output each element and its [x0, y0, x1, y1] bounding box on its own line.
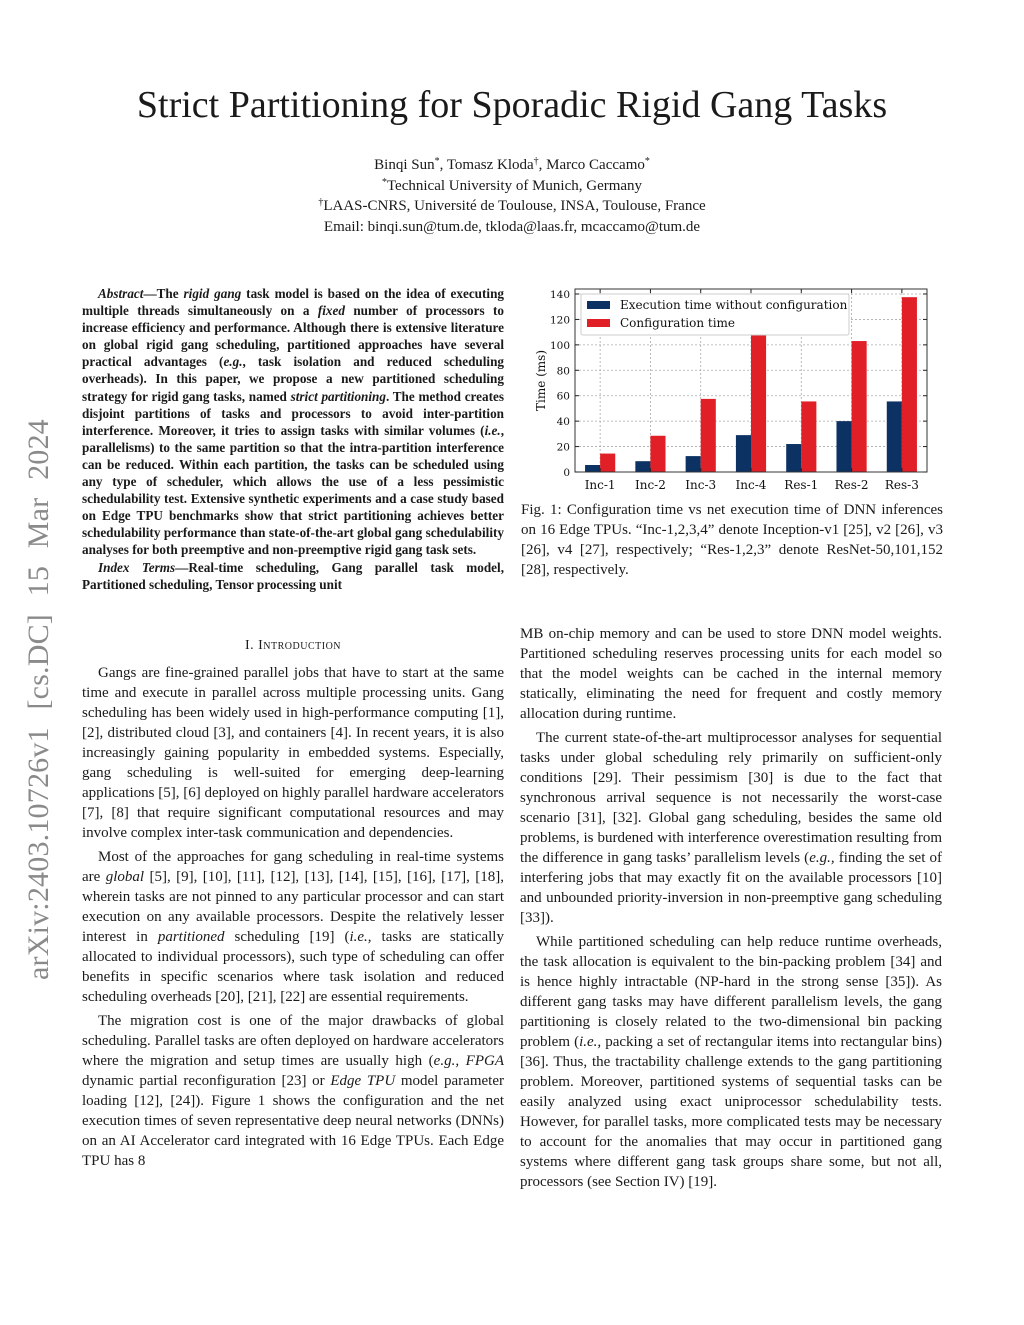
x-tick-label: Inc-3 [685, 478, 717, 492]
author-emails: Email: binqi.sun@tum.de, tkloda@laas.fr, mcaccamo@tum.de [323, 218, 701, 235]
emphasis-text: fixed [317, 303, 345, 319]
bar-execution-time [836, 421, 851, 472]
bar-execution-time [736, 435, 751, 472]
text-run: The current state-of-the-art multiprocessor analyses for sequential tasks under global scheduling rely primarily on sufficient-only conditions [29]. Their pessimism [30] is due to the fact that synchronous arrival sequence is not necessarily the worst-case scenario [31], [32]. Global gang scheduling, besides the same old problems, is burdened with interference overestimation resulting from the difference in gang tasks’ parallelism levels ( [520, 730, 942, 866]
affiliation-mark: † [318, 197, 324, 208]
section-title: Introduction [258, 638, 342, 653]
legend-swatch [587, 301, 610, 309]
text-run: [5], [9], [10], [11], [12], [13], [14], [15], [16], [17], [18], wherein tasks are not pinned to any particular processor and can start execution on any available processors. Despite the relatively lesser interest in [82, 869, 505, 945]
legend-label: Configuration time [620, 316, 736, 330]
author-name: Tomasz Kloda [446, 157, 534, 173]
y-tick-label: 40 [556, 416, 570, 429]
author-name: Marco Caccamo [546, 157, 645, 173]
text-run: finding the set of interfering jobs that may exactly fit on the available processors [10] and unbounded priority-inversion in non-preemptive gang scheduling [33]). [520, 850, 942, 926]
y-tick-label: 20 [556, 441, 570, 454]
emphasis-text: Edge TPU [330, 1073, 396, 1089]
legend-label: Execution time without configuration [620, 298, 848, 312]
text-run: Gangs are fine-grained parallel jobs that have to start at the same time and execute in parallel across multiple processing units. Gang scheduling has been widely used in high-performance computing [1], [2], distributed cloud [3], and containers [4]. In recent years, it is also increasingly gaining popularity in embedded systems. Especially, gang scheduling is well-suited for emerging deep-learning applications [5], [6] deployed on highly parallel hardware accelerators [7], [8] that require significant computational resources and may involve complex inter-task communication and dependencies. [82, 665, 504, 841]
affiliation-text: LAAS-CNRS, Université de Toulouse, INSA, Toulouse, France [323, 198, 706, 214]
body-paragraph [520, 624, 942, 724]
text-run: number of processors to increase efficiency and performance. Although there is extensive literature on global rigid gang scheduling, partitioned approaches have several practical advantages ( [82, 303, 504, 370]
index-terms: Index Terms—Real-time scheduling, Gang parallel task model, Partitioned scheduling, Tensor processing unit [82, 559, 504, 592]
abstract-text [82, 286, 504, 557]
bar-configuration-time [801, 401, 816, 472]
bar-configuration-time [701, 399, 716, 472]
emphasis-text: global [105, 869, 145, 885]
text-run: tasks are statically allocated to individual processors), such type of scheduling can offer benefits in specific scenarios where task isolation and reduced scheduling overheads [20], [21], [22] are essential requirements. [82, 929, 504, 1005]
y-axis-label: Time (ms) [534, 349, 548, 412]
index-terms-text: Real-time scheduling, Gang parallel task model, Partitioned scheduling, Tensor processing unit [82, 559, 504, 592]
affiliation [0, 196, 1024, 217]
y-tick-label: 80 [556, 365, 570, 378]
x-tick-label: Res-1 [784, 478, 819, 492]
bar-execution-time [887, 401, 902, 472]
author-block [0, 155, 1024, 237]
bar-execution-time [635, 461, 650, 472]
paper-title: Strict Partitioning for Sporadic Rigid Gang Tasks [136, 84, 888, 126]
legend-swatch [587, 319, 610, 327]
body-paragraph [520, 728, 942, 928]
abstract [82, 285, 504, 593]
x-tick-label: Inc-1 [584, 478, 616, 492]
body-paragraph [82, 663, 504, 843]
figure-1-bar-chart [525, 280, 935, 495]
emphasis-text: partitioned [157, 929, 225, 945]
text-run: scheduling [19] ( [224, 929, 350, 945]
affiliation-text: Technical University of Munich, Germany [386, 177, 643, 194]
emphasis-text: i.e., [349, 929, 372, 945]
text-run: packing a set of rectangular items into rectangular bins) [36]. Thus, the tractability challenge extends to the gang partitioning problem. Moreover, partitioned systems of sequential tasks can be easily analyzed using exact uniprocessor schedulability tests. However, for parallel tasks, more complicated tests may be necessary to account for the anomalies that may occur in partitioned gang systems where different gang task groups share some, but not all, processors (see Section IV) [19]. [520, 1034, 943, 1190]
text-run: The migration cost is one of the major drawbacks of global scheduling. Parallel tasks are often deployed on hardware accelerators where the migration and setup times are usually high ( [82, 1013, 504, 1069]
emphasis-text: e.g., [809, 850, 835, 866]
index-terms-label: Index Terms [98, 559, 176, 575]
author-mark: * [644, 156, 650, 167]
text-run: While partitioned scheduling can help reduce runtime overheads, the task allocation is equivalent to the bin-packing problem [34] and is hence highly intractable (NP-hard in the strong sense [35]). As different gang tasks may have different parallelism levels, the gang partitioning is closely related to the two-dimensional bin packing problem ( [520, 934, 942, 1050]
text-run: Most of the approaches for gang scheduling in real-time systems are [82, 849, 504, 885]
abstract-label: Abstract [98, 286, 144, 301]
author-names: Binqi Sun*, Tomasz Kloda†, Marco Caccamo* [374, 156, 650, 173]
bar-configuration-time [600, 454, 615, 472]
bar-execution-time [786, 444, 801, 472]
x-tick-label: Res-2 [834, 478, 869, 492]
bar-configuration-time [902, 297, 917, 472]
text-run: , task isolation and reduced scheduling overheads). In this paper, we propose a new partitioned scheduling strategy for rigid gang tasks, named [82, 354, 504, 404]
emphasis-text: i.e. [484, 422, 501, 438]
left-column-body [82, 663, 504, 1175]
text-run: model parameter loading [12], [24]). Figure 1 shows the configuration and the net execution times of seven representative deep neural networks (DNNs) on an AI Accelerator card integrated with 16 Edge TPUs. Each Edge TPU has 8 [82, 1073, 504, 1169]
text-run: . The method creates disjoint partitions of tasks and processors to avoid inter-partition interference. Moreover, it tries to assign tasks with similar volumes ( [82, 388, 504, 438]
body-paragraph [82, 1011, 504, 1171]
text-run: The [156, 286, 184, 301]
text-run: MB on-chip memory and can be used to store DNN model weights. Partitioned scheduling reserves processing units for each model so that the model weights can be cached in the internal memory statically, eliminating the need for frequent and costly memory allocation during runtime. [520, 626, 942, 722]
affiliation [0, 176, 1024, 197]
y-tick-label: 60 [556, 390, 570, 403]
right-column-body [520, 624, 942, 1196]
bar-execution-time [585, 465, 600, 472]
bar-configuration-time [852, 341, 867, 472]
emphasis-text: i.e., [579, 1034, 602, 1050]
bar-execution-time [686, 456, 701, 472]
section-number: I. [244, 638, 255, 653]
emphasis-text: rigid gang [183, 286, 242, 301]
text-run: task model is based on the idea of executing multiple threads simultaneously on a [82, 286, 504, 319]
abstract-body: Abstract—The rigid gang task model is based on the idea of executing multiple threads simultaneously on a fixed number of processors to increase efficiency and performance. Although there is extensive literature on global rigid gang scheduling, partitioned approaches have several practical advantages (e.g., task isolation and reduced scheduling overheads). In this paper, we propose a new partitioned scheduling strategy for rigid gang tasks, named strict partitioning. The method creates disjoint partitions of tasks and processors to avoid inter-partition interference. Moreover, it tries to assign tasks with similar volumes (i.e., parallelisms) to the same partition so that the intra-partition interference can be reduced. Within each partition, the tasks can be scheduled using any type of scheduler, which allows the use of a less pessimistic schedulability test. Extensive synthetic experiments and a case study based on Edge TPU benchmarks show that strict partitioning achieves better schedulability performance than state-of-the-art global gang schedulability analyses for both preemptive and non-preemptive rigid gang task sets. [82, 286, 504, 558]
y-tick-label: 140 [549, 289, 570, 301]
bar-configuration-time [751, 334, 766, 472]
x-tick-label: Res-3 [884, 478, 919, 492]
author-mark: * [434, 156, 440, 167]
author-name: Binqi Sun [374, 157, 435, 173]
body-paragraph [82, 847, 504, 1007]
bar-configuration-time [650, 436, 665, 472]
text-run: , parallelisms) to the same partition so that the intra-partition interference can be reduced. Within each partition, the tasks can be scheduled using any type of scheduler, which allows the use of a less pessimistic schedulability test. Extensive synthetic experiments and a case study based on Edge TPU benchmarks show that strict partitioning achieves better schedulability performance than state-of-the-art global gang schedulability analyses for both preemptive and non-preemptive rigid gang task sets. [82, 422, 504, 558]
y-tick-label: 120 [549, 314, 570, 327]
affiliation-mark: * [381, 176, 387, 188]
arxiv-identifier-stamp: arXiv:2403.10726v1 [cs.DC] 15 Mar 2024 [22, 419, 55, 980]
body-paragraph [520, 932, 942, 1192]
emphasis-text: e.g., FPGA [433, 1053, 504, 1069]
y-tick-label: 100 [549, 339, 570, 352]
text-run: dynamic partial reconfiguration [23] or [82, 1073, 331, 1089]
section-heading-introduction [82, 638, 504, 654]
emphasis-text: strict partitioning [290, 388, 386, 404]
x-tick-label: Inc-4 [735, 478, 767, 492]
author-mark: † [533, 156, 539, 167]
x-tick-label: Inc-2 [634, 478, 666, 492]
y-tick-label: 0 [563, 467, 570, 479]
figure-1-caption: Fig. 1: Configuration time vs net execution time of DNN inferences on 16 Edge TPUs. “Inc-1,2,3,4” denote Inception-v1 [25], v2 [26], v3 [26], v4 [27], respectively; “Res-1,2,3” denote ResNet-50,101,152 [28], respectively. [521, 502, 943, 578]
emphasis-text: e.g. [223, 354, 243, 370]
